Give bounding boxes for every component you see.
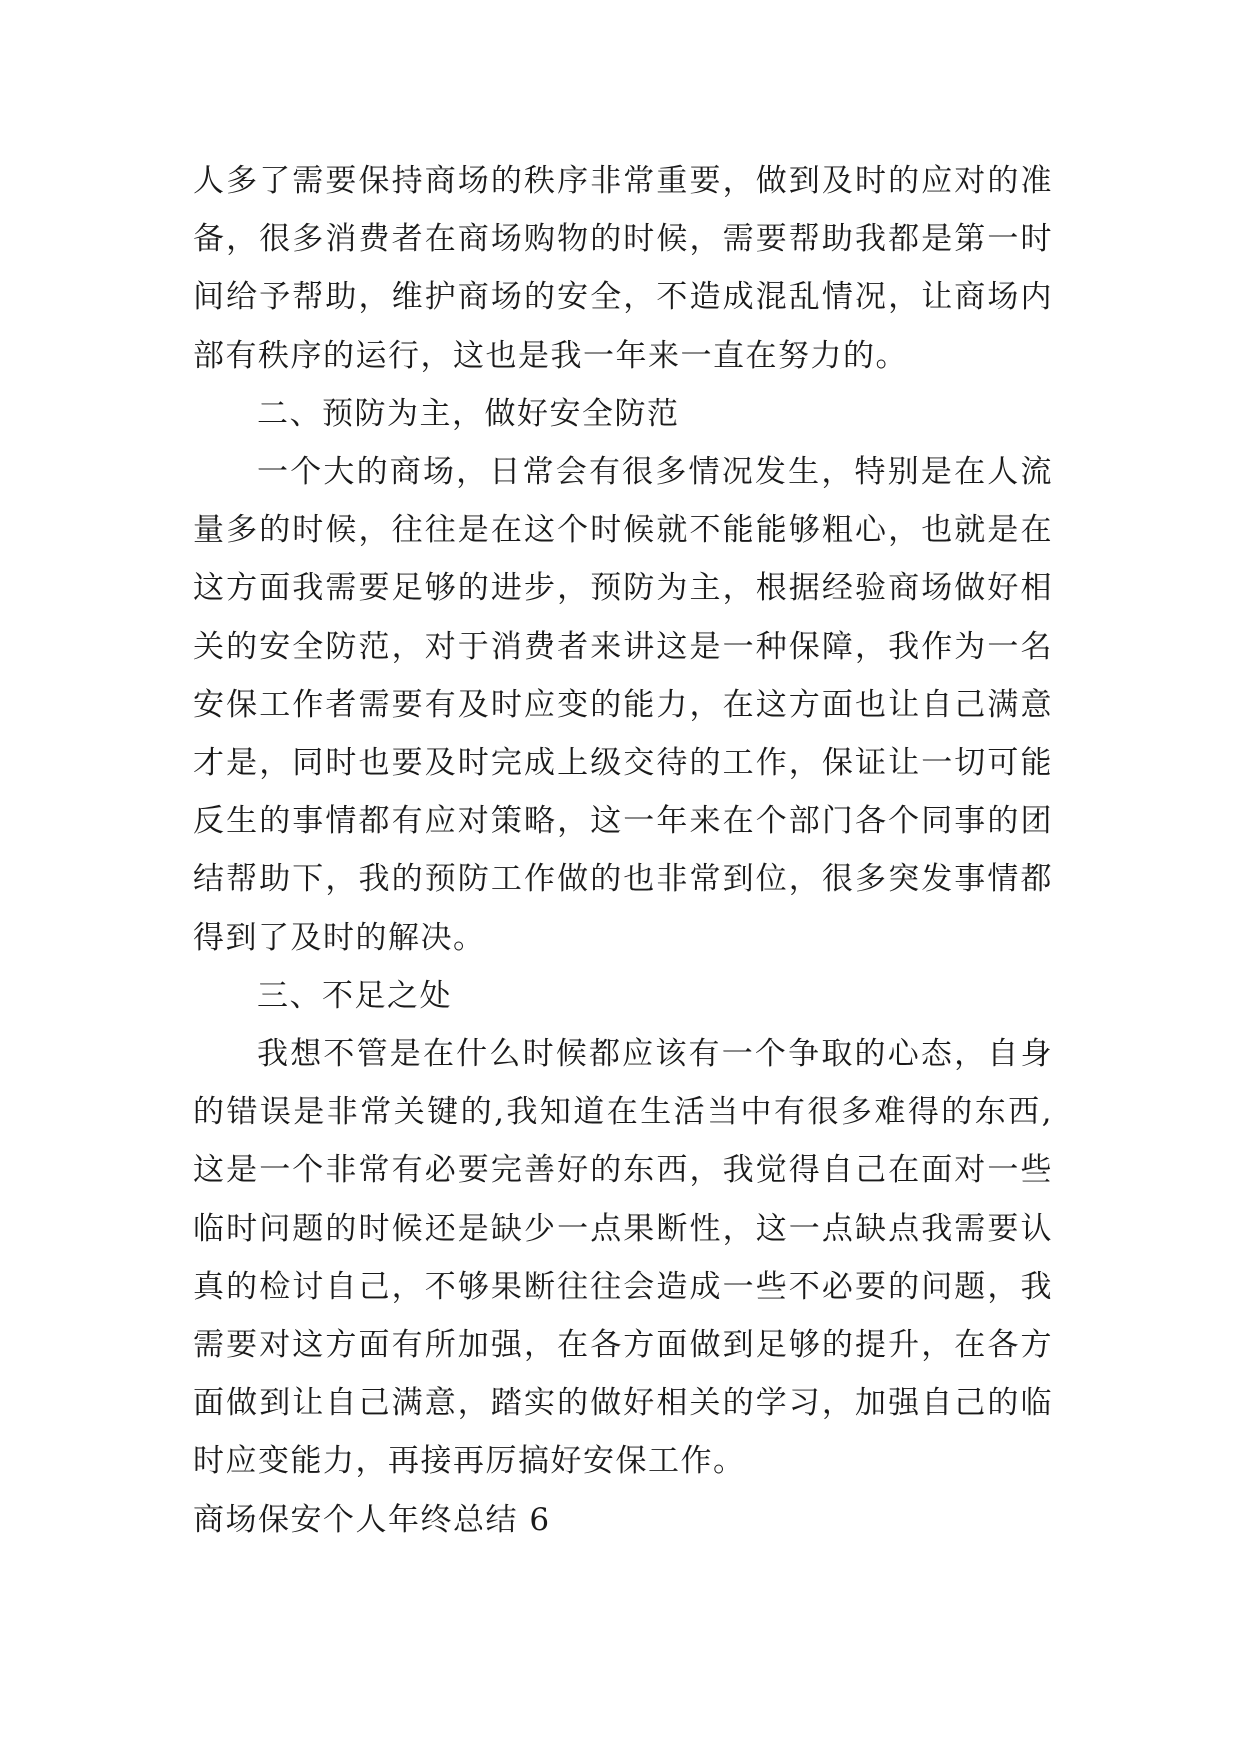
paragraph-shortcomings: 我想不管是在什么时候都应该有一个争取的心态，自身的错误是非常关键的,我知道在生活当中有很多难得的东西,这是一个非常有必要完善好的东西，我觉得自己在面对一些临时问题的时候还是缺少一点果断性，这一点缺点我需要认真的检讨自己，不够果断往往会造成一些不必要的问题，我需要对这方面有所加强，在各方面做到足够的提升，在各方面做到让自己满意，踏实的做好相关的学习，加强自己的临时应变能力，再接再厉搞好安保工作。	[193, 1036, 1053, 1480]
document-title-6: 商场保安个人年终总结 6	[193, 1501, 551, 1538]
document-body	[193, 152, 1053, 1549]
paragraph-continuation: 人多了需要保持商场的秩序非常重要，做到及时的应对的准备，很多消费者在商场购物的时候，需要帮助我都是第一时间给予帮助，维护商场的安全，不造成混乱情况，让商场内部有秩序的运行，这也是我一年来一直在努力的。	[193, 163, 1053, 374]
section-heading-prevention: 二、预防为主，做好安全防范	[257, 395, 680, 432]
section-heading-shortcomings: 三、不足之处	[257, 977, 452, 1014]
paragraph-prevention: 一个大的商场，日常会有很多情况发生，特别是在人流量多的时候，往往是在这个时候就不能能够粗心，也就是在这方面我需要足够的进步，预防为主，根据经验商场做好相关的安全防范，对于消费者来讲这是一种保障，我作为一名安保工作者需要有及时应变的能力，在这方面也让自己满意才是，同时也要及时完成上级交待的工作，保证让一切可能反生的事情都有应对策略，这一年来在个部门各个同事的团结帮助下，我的预防工作做的也非常到位，很多突发事情都得到了及时的解决。	[193, 454, 1053, 956]
